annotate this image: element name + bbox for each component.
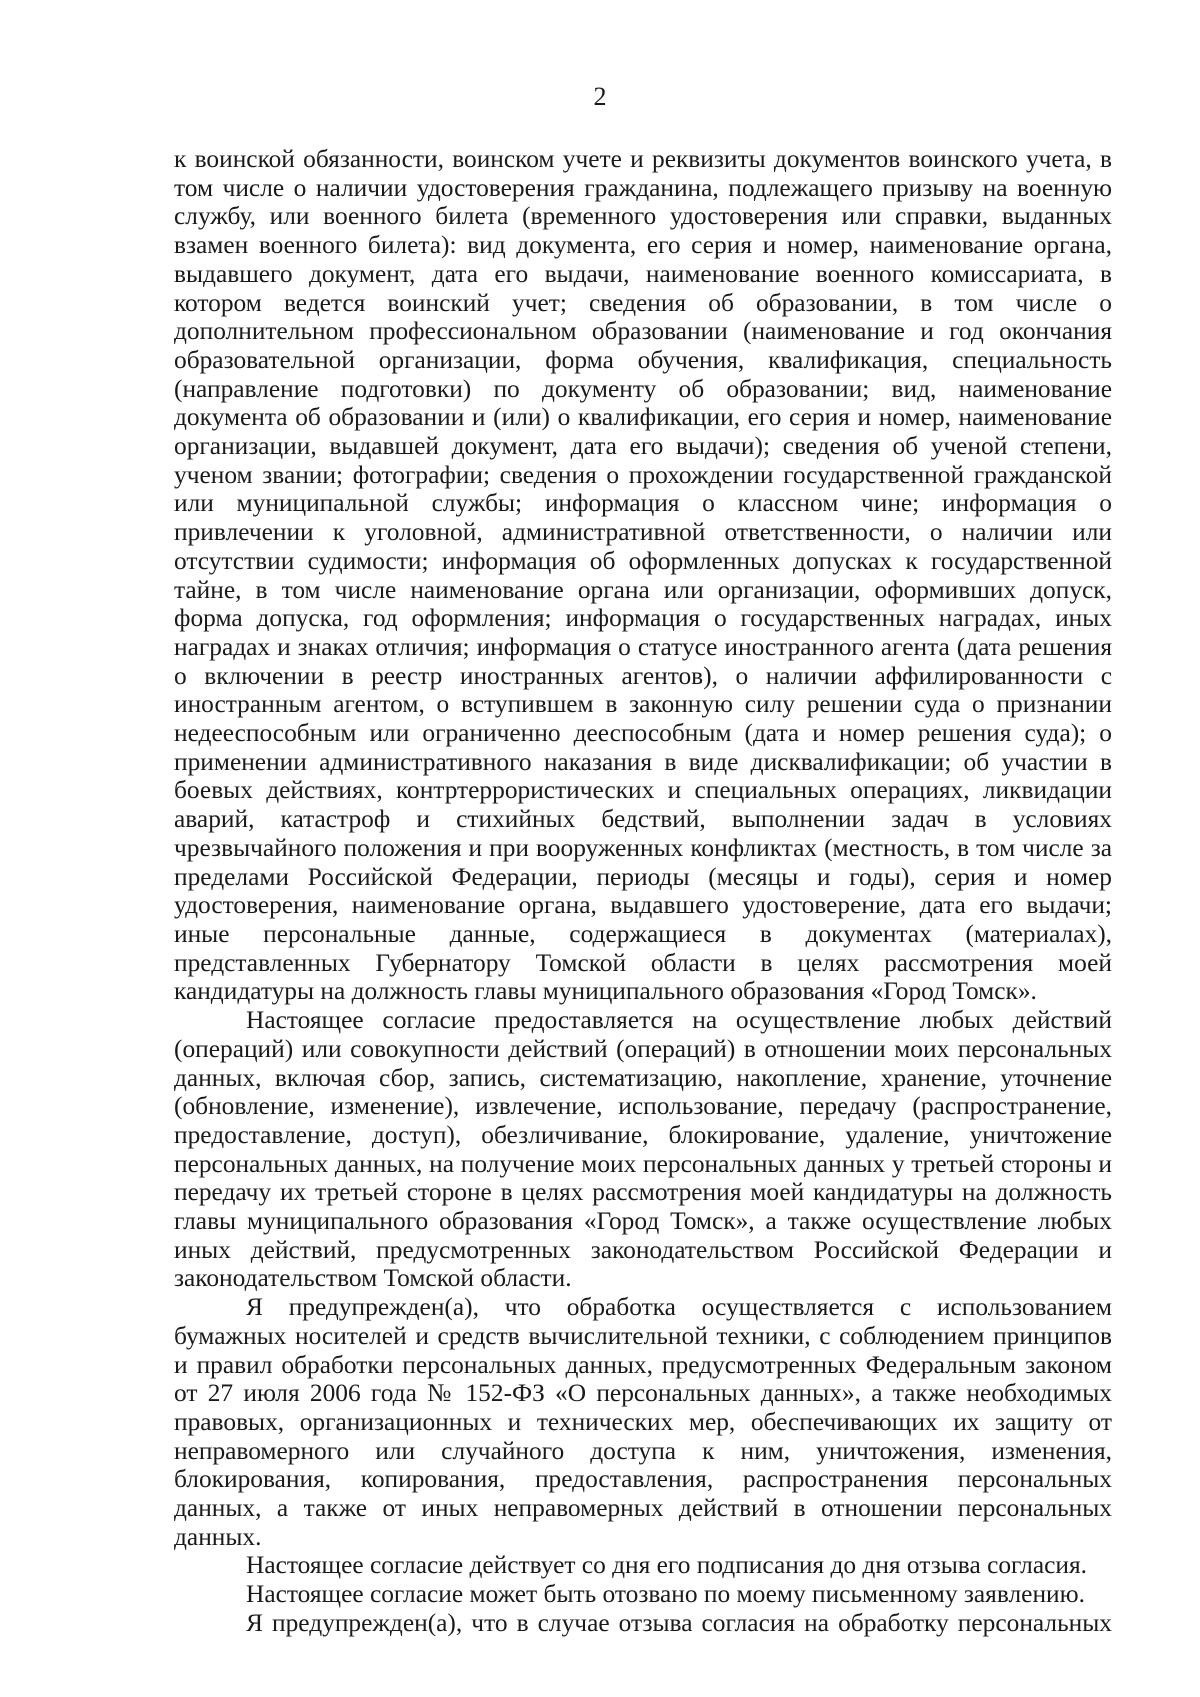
page-number: 2 [593, 82, 607, 111]
paragraph-personal-data-list: к воинской обязанности, воинском учете и реквизиты документов воинского учета, в том числе о наличии удостоверения гражданина, подлежащего призыву на военную службу, или военного билета (временного удостоверения или справки, выданных взамен военного билета): вид документа, его серия и номер, наименование органа, выдавшего документ, дата его выдачи, наименование военного комиссариата, в котором ведется воинский учет; сведения об образовании, в том числе о дополнительном профессиональном образовании (наименование и год окончания образовательной организации, форма обучения, квалификация, специальность (направление подготовки) по документу об образовании; вид, наименование документа об образовании и (или) о квалификации, его серия и номер, наименование организации, выдавшей документ, дата его выдачи); сведения об ученой степени, ученом звании; фотографии; сведения о прохождении государственной гражданской или муниципальной службы; информация о классном чине; информация о привлечении к уголовной, административной ответственности, о наличии или отсутствии судимости; информация об оформленных допусках к государственной тайне, в том числе наименование органа или организации, оформивших допуск, форма допуска, год оформления; информация о государственных наградах, иных наградах и знаках отличия; информация о статусе иностранного агента (дата решения о включении в реестр иностранных агентов), о наличии аффилированности с иностранным агентом, о вступившем в законную силу решении суда о признании недееспособным или ограниченно дееспособным (дата и номер решения суда); о применении административного наказания в виде дисквалификации; об участии в боевых действиях, контртеррористических и специальных операциях, ликвидации аварий, катастроф и стихийных бедствий, выполнении задач в условиях чрезвычайного положения и при вооруженных конфликтах (местность, в том числе за пределами Российской Федерации, периоды (месяцы и годы), серия и номер удостоверения, наименование органа, выдавшего удостоверение, дата его выдачи; иные персональные данные, содержащиеся в документах (материалах), представленных Губернатору Томской области в целях рассмотрения моей кандидатуры на должность главы муниципального образования «Город Томск». [174, 145, 1112, 1006]
document-body [174, 145, 1112, 1638]
paragraph-consent-scope: Настоящее согласие предоставляется на осуществление любых действий (операций) или совокупности действий (операций) в отношении моих персональных данных, включая сбор, запись, систематизацию, накопление, хранение, уточнение (обновление, изменение), извлечение, использование, передачу (распространение, предоставление, доступ), обезличивание, блокирование, удаление, уничтожение персональных данных, на получение моих персональных данных у третьей стороны и передачу их третьей стороне в целях рассмотрения моей кандидатуры на должность главы муниципального образования «Город Томск», а также осуществление любых иных действий, предусмотренных законодательством Российской Федерации и законодательством Томской области. [174, 1006, 1112, 1293]
paragraph-revocation-warning: Я предупрежден(а), что в случае отзыва согласия на обработку персональных [246, 1608, 1112, 1637]
paragraph-processing-warning: Я предупрежден(а), что обработка осуществляется с использованием бумажных носителей и средств вычислительной техники, с соблюдением принципов и правил обработки персональных данных, предусмотренных Федеральным законом от 27 июля 2006 года № 152-ФЗ «О персональных данных», а также необходимых правовых, организационных и технических мер, обеспечивающих их защиту от неправомерного или случайного доступа к ним, уничтожения, изменения, блокирования, копирования, предоставления, распространения персональных данных, а также от иных неправомерных действий в отношении персональных данных. [174, 1293, 1112, 1551]
paragraph-consent-validity: Настоящее согласие действует со дня его подписания до дня отзыва согласия. [246, 1551, 1087, 1580]
paragraph-consent-revocation: Настоящее согласие может быть отозвано по моему письменному заявлению. [246, 1580, 1085, 1609]
